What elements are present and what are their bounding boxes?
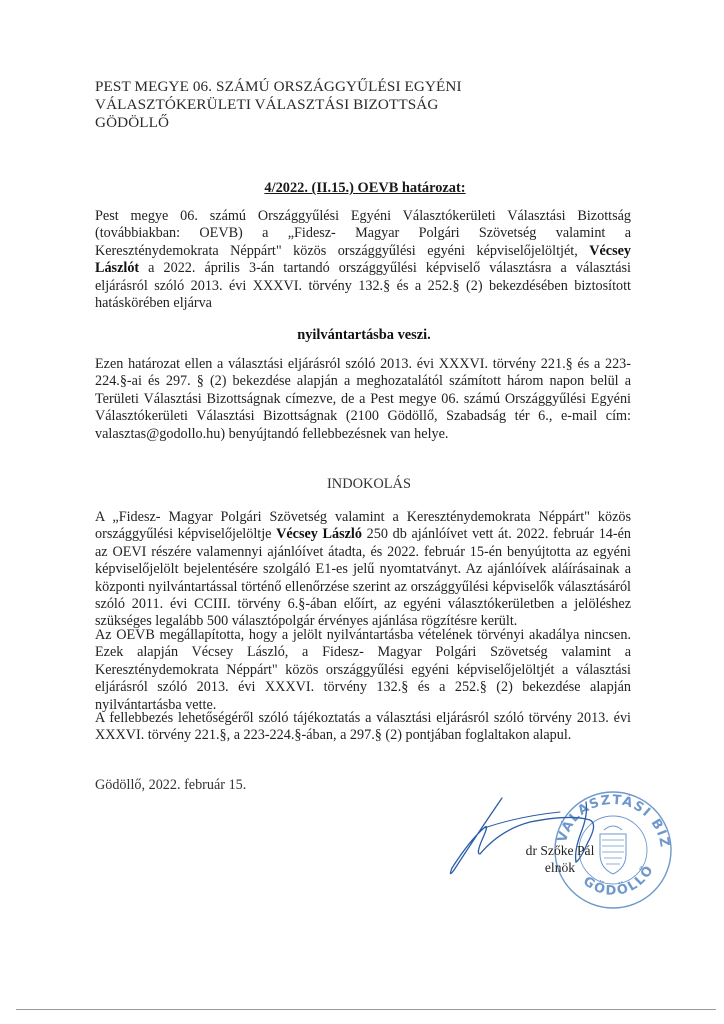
reasoning-paragraph-2: Az OEVB megállapította, hogy a jelölt nyilvántartásba vételének törvényi akadálya nincsen. Ezek alapján Vécsey László, a Fidesz- Magyar Polgári Szövetség valamint a Kereszténydemokrata Néppárt" közös országgyűlési egyéni képviselőjelöltjét a választási eljárásról szóló 2013. évi XXXVI. törvény 132.§ és a 252.§ (2) bekezdése alapján nyilvántartásba vette. <box>95 627 631 713</box>
signer-role: elnök <box>544 860 576 875</box>
decision-text: nyilvántartásba veszi. <box>297 327 431 343</box>
intro-paragraph <box>95 208 631 312</box>
signer-name: dr Szőke Pál <box>525 843 595 858</box>
resolution-title-row <box>0 179 724 197</box>
issuer-header <box>95 78 462 132</box>
reasoning-heading: INDOKOLÁS <box>327 476 411 492</box>
candidate-name-bold: Vécsey László <box>276 526 362 543</box>
header-line-3: GÖDÖLLŐ <box>95 114 170 131</box>
stamp-coat-of-arms <box>600 826 626 874</box>
intro-text-1: Pest megye 06. számú Országgyűlési Egyéni Választókerületi Választási Bizottság (továbbiakban: OEVB) a „Fidesz- Magyar Polgári Szövetség valamint a Kereszténydemokrata Néppárt" közös országgyűlési egyéni képviselőjelöltjét, <box>95 208 631 259</box>
stamp-text-top: VÁLASZTÁSI BIZOTTSÁG <box>541 771 673 850</box>
reasoning-text-2: 250 db ajánlóívet vett át. 2022. február 14-én az OEVI részére valamennyi ajánlóívet átadta, és 2022. február 15-én benyújtotta az egyéni képviselőjelölt bejelentésére szolgáló E1-es jelű nyomtatványt. Az ajánlóívek aláírásainak a központi nyilvántartással történő ellenőrzése szerint az országgyűlési képviselők választásáról szóló 2011. évi CCIII. törvény 6.§-ában előírt, az egyéni választókerületben a jelöléshez szükséges legalább 500 választópolgár érvényes ajánlása rögzítésre került. <box>95 526 631 630</box>
intro-text-2: a 2022. április 3-án tartandó országgyűlési képviselő választásra a választási eljárásról szóló 2013. évi XXXVI. törvény 132.§ és a 252.§ (2) bekezdésében biztosított hatáskörében eljárva <box>95 260 631 312</box>
resolution-title: 4/2022. (II.15.) OEVB határozat: <box>264 180 466 196</box>
header-line-1: PEST MEGYE 06. SZÁMÚ ORSZÁGGYŰLÉSI EGYÉNI <box>95 78 462 95</box>
decision-row <box>0 327 724 344</box>
stamp-text-bottom: GÖDÖLLŐ <box>580 862 658 899</box>
reasoning-text-1: A „Fidesz- Magyar Polgári Szövetség valamint a Kereszténydemokrata Néppárt" közös országgyűlési képviselőjelöltje <box>95 509 631 543</box>
reasoning-paragraph-1 <box>95 509 631 631</box>
reasoning-heading-row <box>0 476 724 493</box>
place-and-date: Gödöllő, 2022. február 15. <box>95 777 247 793</box>
header-line-2: VÁLASZTÓKERÜLETI VÁLASZTÁSI BIZOTTSÁG <box>95 96 439 113</box>
appeal-paragraph: Ezen határozat ellen a választási eljárásról szóló 2013. évi XXXVI. törvény 221.§ és a 223-224.§-ai és 297. § (2) bekezdése alapján a meghozatalától számított három napon belül a Területi Választási Bizottságnak címezve, de a Pest megye 06. számú Országgyűlési Egyéni Választókerületi Választási Bizottságnak (2100 Gödöllő, Szabadság tér 6., e-mail cím: valasztas@godollo.hu) benyújtandó fellebbezésnek van helye. <box>95 356 631 442</box>
footer-divider <box>16 1009 716 1010</box>
signer-block <box>520 842 600 876</box>
reasoning-paragraph-3: A fellebbezés lehetőségéről szóló tájékoztatás a választási eljárásról szóló törvény 2013. évi XXXVI. törvény 221.§, a 223-224.§-ában, a 297.§ (2) pontjában foglaltakon alapul. <box>95 710 631 744</box>
candidate-name: Vécsey Lászlót <box>95 242 631 277</box>
